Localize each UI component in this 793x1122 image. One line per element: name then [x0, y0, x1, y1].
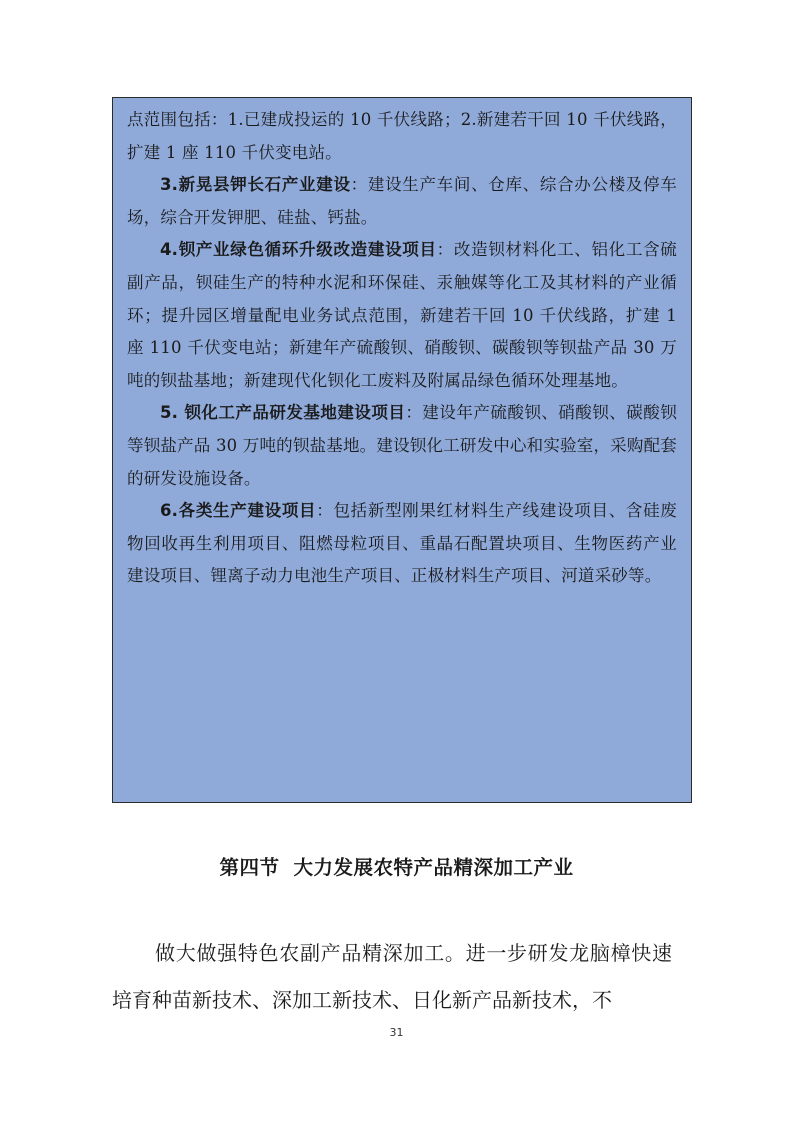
item-heading-6: 6.各类生产建设项目: [160, 501, 317, 521]
box-paragraph-5: [127, 397, 677, 495]
box-paragraph-6: [127, 495, 677, 593]
item-text-6: ：包括新型刚果红材料生产线建设项目、含硅废物回收再生利用项目、阻燃母粒项目、重晶石配置块项目、生物医药产业建设项目、锂离子动力电池生产项目、正极材料生产项目、河道采砂等。: [127, 501, 677, 586]
page-number: 31: [389, 1026, 404, 1039]
project-list-box: [112, 97, 692, 803]
box-paragraph-4: [127, 234, 677, 397]
section-title: 大力发展农特产品精深加工产业: [293, 856, 574, 879]
section-heading: [0, 853, 793, 883]
body-paragraph: 做大做强特色农副产品精深加工。进一步研发龙脑樟快速培育种苗新技术、深加工新技术、日化新产品新技术，不: [112, 941, 672, 1012]
box-paragraph-continued: 点范围包括：1.已建成投运的 10 千伏线路；2.新建若干回 10 千伏线路，扩建 1 座 110 千伏变电站。: [127, 110, 677, 162]
section-number: 第四节: [219, 856, 280, 879]
item-text-4: ：改造钡材料化工、铝化工含硫副产品，钡硅生产的特种水泥和环保硅、汞触媒等化工及其材料的产业循环；提升园区增量配电业务试点范围，新建若干回 10 千伏线路，扩建 1 座 110 千伏变电站；新建年产硫酸钡、硝酸钡、碳酸钡等钡盐产品 30 万吨的钡盐基地；新建现代化钡化工废料及附属品绿色循环处理基地。: [127, 240, 677, 390]
item-heading-4: 4.钡产业绿色循环升级改造建设项目: [160, 240, 437, 260]
box-paragraph-3: [127, 169, 677, 234]
item-text-3: ：建设生产车间、仓库、综合办公楼及停车场，综合开发钾肥、硅盐、钙盐。: [127, 175, 677, 227]
item-heading-5: 5. 钡化工产品研发基地建设项目: [160, 403, 406, 423]
item-text-5: ：建设年产硫酸钡、硝酸钡、碳酸钡等钡盐产品 30 万吨的钡盐基地。建设钡化工研发中心和实验室，采购配套的研发设施设备。: [127, 403, 677, 488]
item-heading-3: 3.新晃县钾长石产业建设: [160, 175, 351, 195]
